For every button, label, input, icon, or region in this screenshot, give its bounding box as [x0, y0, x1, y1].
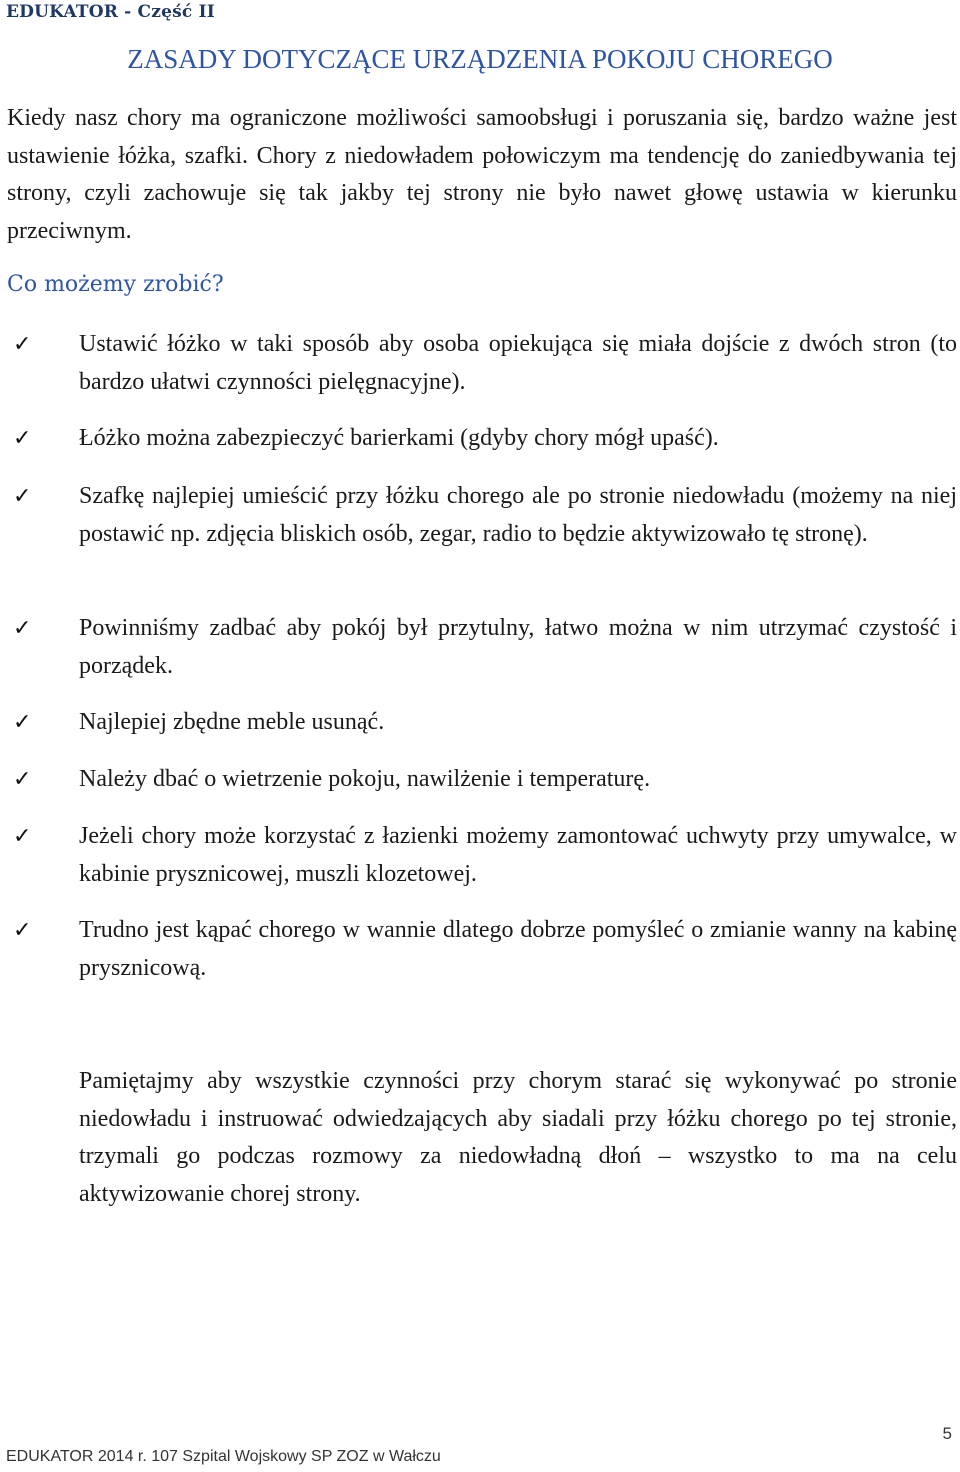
footer-text: EDUKATOR 2014 r. 107 Szpital Wojskowy SP ZOZ w Wałczu [6, 1448, 441, 1465]
list-item-text: Należy dbać o wietrzenie pokoju, nawilżenie i temperaturę. [79, 766, 651, 792]
intro-paragraph: Kiedy nasz chory ma ograniczone możliwości samoobsługi i poruszania się, bardzo ważne jest ustawienie łóżka, szafki. Chory z niedowładem połowiczym ma tendencję do zaniedbywania tej strony, czyli zachowuje się tak jakby tej strony nie było nawet głowę ustawia w kierunku przeciwnym. [7, 105, 957, 244]
list-item [13, 704, 957, 742]
list-item [13, 761, 957, 799]
list-item-text: Powinniśmy zadbać aby pokój był przytulny, łatwo można w nim utrzymać czystość i porządek. [79, 615, 957, 679]
page-number: 5 [942, 1424, 952, 1443]
list-item [13, 610, 957, 685]
checkmark-icon: ✓ [13, 484, 32, 509]
checkmark-icon: ✓ [13, 824, 32, 849]
checkmark-icon: ✓ [13, 426, 32, 451]
checkmark-icon: ✓ [13, 710, 32, 735]
section-question: Co możemy zrobić? [7, 272, 224, 297]
list-item-text: Szafkę najlepiej umieścić przy łóżku chorego ale po stronie niedowładu (możemy na niej postawić np. zdjęcia bliskich osób, zegar, radio to będzie aktywizowało tę stronę). [79, 483, 957, 547]
list-item [13, 912, 957, 987]
checkmark-icon: ✓ [13, 332, 32, 357]
list-item [13, 818, 957, 893]
checkmark-icon: ✓ [13, 616, 32, 641]
list-item-text: Ustawić łóżko w taki sposób aby osoba opiekująca się miała dojście z dwóch stron (to bardzo ułatwi czynności pielęgnacyjne). [79, 331, 957, 395]
running-header: EDUKATOR - Część II [6, 2, 215, 22]
page-title: ZASADY DOTYCZĄCE URZĄDZENIA POKOJU CHOREGO [127, 44, 833, 74]
checkmark-icon: ✓ [13, 767, 32, 792]
list-item-text: Najlepiej zbędne meble usunąć. [79, 709, 385, 735]
list-item-text: Jeżeli chory może korzystać z łazienki możemy zamontować uchwyty przy umywalce, w kabinie prysznicowej, muszli klozetowej. [79, 823, 957, 887]
list-item [13, 478, 957, 553]
closing-paragraph: Pamiętajmy aby wszystkie czynności przy chorym starać się wykonywać po stronie niedowładu i instruować odwiedzających aby siadali przy łóżku chorego po tej stronie, trzymali go podczas rozmowy za niedowładną dłoń – wszystko to ma na celu aktywizowanie chorej strony. [79, 1068, 957, 1207]
list-item-text: Trudno jest kąpać chorego w wannie dlatego dobrze pomyśleć o zmianie wanny na kabinę prysznicową. [79, 917, 957, 981]
checkmark-icon: ✓ [13, 918, 32, 943]
list-item [13, 420, 957, 458]
list-item [13, 326, 957, 401]
list-item-text: Łóżko można zabezpieczyć barierkami (gdyby chory mógł upaść). [79, 425, 719, 451]
